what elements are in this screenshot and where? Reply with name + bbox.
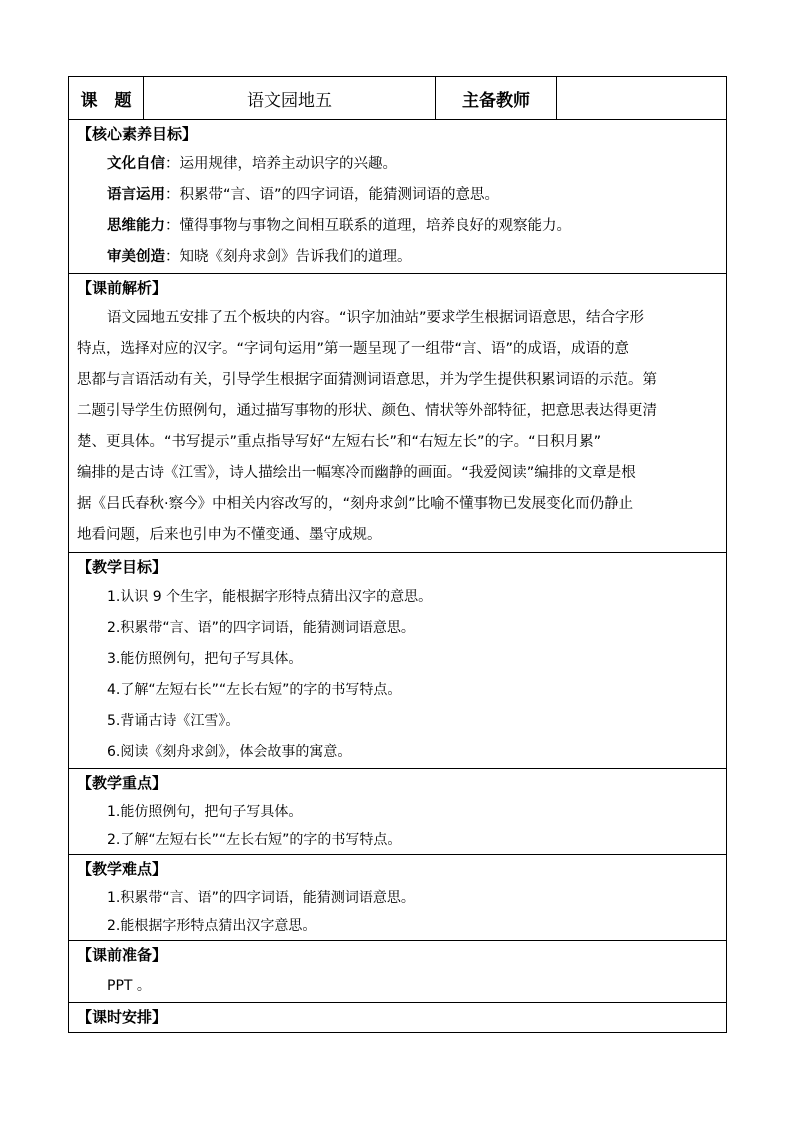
section-title-preparation: 【课前准备】 [77,946,168,964]
analysis-line: 语文园地五安排了五个板块的内容。“识字加油站”要求学生根据词语意思，结合字形 [107,310,645,326]
preparation-section [69,941,727,1003]
section-title-core: 【核心素养目标】 [77,125,198,143]
key-points-row [69,769,727,855]
schedule-section [69,1003,727,1033]
key-points-section [69,769,727,855]
analysis-line: 据《吕氏春秋·察今》中相关内容改写的，“刻舟求剑”比喻不懂事物已发展变化而仍静止 [77,496,634,512]
difficulties-section [69,855,727,941]
core-item [69,149,726,180]
goal-item: 5.背诵古诗《江雪》。 [107,713,240,729]
difficulty-item: 1.积累带“言、语”的四字词语，能猜测词语意思。 [107,890,415,906]
analysis-section [69,274,727,553]
preparation-row [69,941,727,1003]
core-item [69,211,726,242]
core-item-text: ：运用规律，培养主动识字的兴趣。 [165,156,397,172]
analysis-line: 编排的是古诗《江雪》，诗人描绘出一幅寒冷而幽静的画面。“我爱阅读”编排的文章是根 [77,465,636,481]
preparation-text: PPT 。 [107,978,151,994]
key-point-item: 1.能仿照例句，把句子写具体。 [107,804,303,820]
analysis-line: 二题引导学生仿照例句，通过描写事物的形状、颜色、情状等外部特征，把意思表达得更清 [77,403,657,419]
section-title-goals: 【教学目标】 [77,558,168,576]
section-title-difficulties: 【教学难点】 [77,860,168,878]
core-item [69,242,726,273]
teacher-label: 主备教师 [436,77,557,120]
analysis-line: 地看问题，后来也引申为不懂变通、墨守成规。 [77,527,382,543]
analysis-line: 特点，选择对应的汉字。“字词句运用”第一题呈现了一组带“言、语”的成语，成语的意 [77,341,630,357]
core-item-text: ：积累带“言、语”的四字词语，能猜测词语的意思。 [165,187,500,203]
analysis-line: 思都与言语活动有关，引导学生根据字面猜测词语意思，并为学生提供积累词语的示范。第 [77,372,657,388]
goal-item: 1.认识 9 个生字，能根据字形特点猜出汉字的意思。 [107,589,433,605]
topic-label: 课 题 [69,77,144,120]
core-item-text: ：知晓《刻舟求剑》告诉我们的道理。 [165,249,412,265]
core-item-label: 文化自信 [107,156,165,172]
core-goals-row [69,120,727,274]
lesson-plan-table [68,76,727,1033]
core-item-text: ：懂得事物与事物之间相互联系的道理，培养良好的观察能力。 [165,218,571,234]
core-item-label: 语言运用 [107,187,165,203]
difficulty-item: 2.能根据字形特点猜出汉字意思。 [107,918,317,934]
goal-item: 2.积累带“言、语”的四字词语，能猜测词语意思。 [107,620,415,636]
section-title-analysis: 【课前解析】 [77,279,168,297]
goal-item: 4.了解“左短右长”“左长右短”的字的书写特点。 [107,682,402,698]
difficulties-row [69,855,727,941]
analysis-row [69,274,727,553]
core-item [69,180,726,211]
goals-row [69,553,727,769]
core-item-label: 思维能力 [107,218,165,234]
schedule-row [69,1003,727,1033]
analysis-paragraph [69,303,726,552]
core-item-label: 审美创造 [107,249,165,265]
header-row [69,77,727,120]
topic-title: 语文园地五 [144,77,436,120]
key-point-item: 2.了解“左短右长”“左长右短”的字的书写特点。 [107,832,402,848]
goal-item: 6.阅读《刻舟求剑》，体会故事的寓意。 [107,744,352,760]
analysis-line: 楚、更具体。“书写提示”重点指导写好“左短右长”和“右短左长”的字。“日积月累” [77,434,602,450]
teacher-value [557,77,727,120]
section-title-schedule: 【课时安排】 [77,1008,168,1026]
section-title-key-points: 【教学重点】 [77,774,168,792]
goals-section [69,553,727,769]
core-goals-section [69,120,727,274]
goal-item: 3.能仿照例句，把句子写具体。 [107,651,303,667]
